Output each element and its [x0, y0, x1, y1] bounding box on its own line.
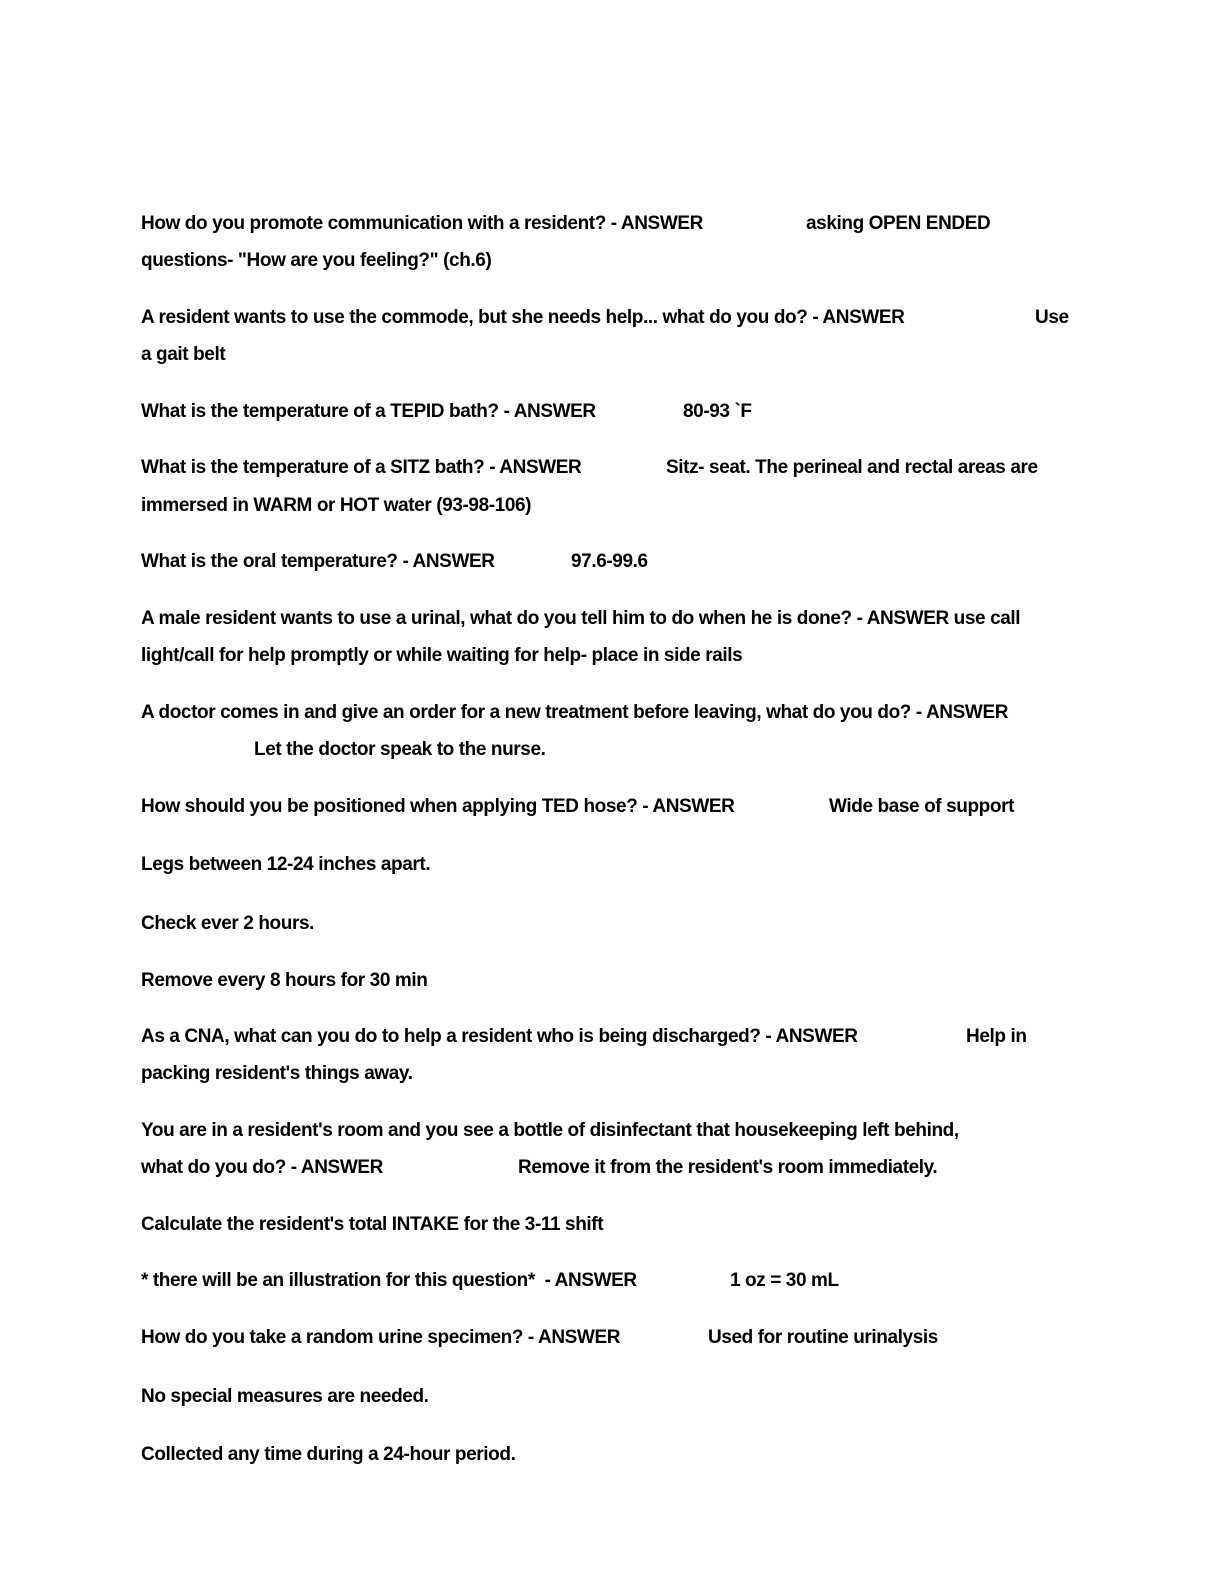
question-text: What is the temperature of a SITZ bath? - ANSWER: [141, 457, 582, 478]
question-text: How should you be positioned when applying TED hose? - ANSWER: [141, 796, 735, 817]
question-text: How do you promote communication with a resident? - ANSWER: [141, 213, 703, 234]
answer-text: asking OPEN ENDED: [806, 213, 991, 234]
question-text: A male resident wants to use a urinal, what do you tell him to do when he is done? - ANSWER use call: [141, 608, 1021, 629]
answer-detail-text: No special measures are needed.: [141, 1386, 429, 1407]
question-text: what do you do? - ANSWER: [141, 1157, 383, 1178]
answer-detail-text: Legs between 12-24 inches apart.: [141, 854, 431, 875]
answer-detail-text: Check ever 2 hours.: [141, 913, 314, 934]
question-text: As a CNA, what can you do to help a resident who is being discharged? - ANSWER: [141, 1026, 858, 1047]
answer-continuation: packing resident's things away.: [141, 1063, 413, 1084]
answer-text: Use: [1035, 307, 1069, 328]
question-text: What is the oral temperature? - ANSWER: [141, 551, 495, 572]
answer-text: 1 oz = 30 mL: [730, 1270, 839, 1291]
question-text: What is the temperature of a TEPID bath? - ANSWER: [141, 401, 596, 422]
answer-continuation: light/call for help promptly or while waiting for help- place in side rails: [141, 645, 743, 666]
answer-text: Let the doctor speak to the nurse.: [254, 739, 546, 760]
question-text: You are in a resident's room and you see a bottle of disinfectant that housekeeping left behind,: [141, 1120, 959, 1141]
question-text: * there will be an illustration for this question* - ANSWER: [141, 1270, 637, 1291]
answer-continuation: a gait belt: [141, 344, 226, 365]
question-text: How do you take a random urine specimen? - ANSWER: [141, 1327, 621, 1348]
answer-text: Used for routine urinalysis: [708, 1327, 938, 1348]
question-text: A doctor comes in and give an order for a new treatment before leaving, what do you do? - ANSWER: [141, 702, 1009, 723]
question-text: A resident wants to use the commode, but she needs help... what do you do? - ANSWER: [141, 307, 905, 328]
answer-text: 97.6-99.6: [571, 551, 648, 572]
answer-detail-text: Remove every 8 hours for 30 min: [141, 970, 428, 991]
answer-text: 80-93 `F: [683, 401, 752, 422]
answer-text: Help in: [966, 1026, 1027, 1047]
question-text: Calculate the resident's total INTAKE for the 3-11 shift: [141, 1214, 604, 1235]
answer-text: Wide base of support: [829, 796, 1015, 817]
answer-detail-text: Collected any time during a 24-hour period.: [141, 1444, 516, 1465]
answer-continuation: immersed in WARM or HOT water (93-98-106): [141, 495, 532, 516]
answer-text: Sitz- seat. The perineal and rectal areas are: [666, 457, 1038, 478]
answer-continuation: questions- "How are you feeling?" (ch.6): [141, 250, 492, 271]
answer-detail: [141, 1443, 516, 1515]
answer-text: Remove it from the resident's room immediately.: [518, 1157, 938, 1178]
